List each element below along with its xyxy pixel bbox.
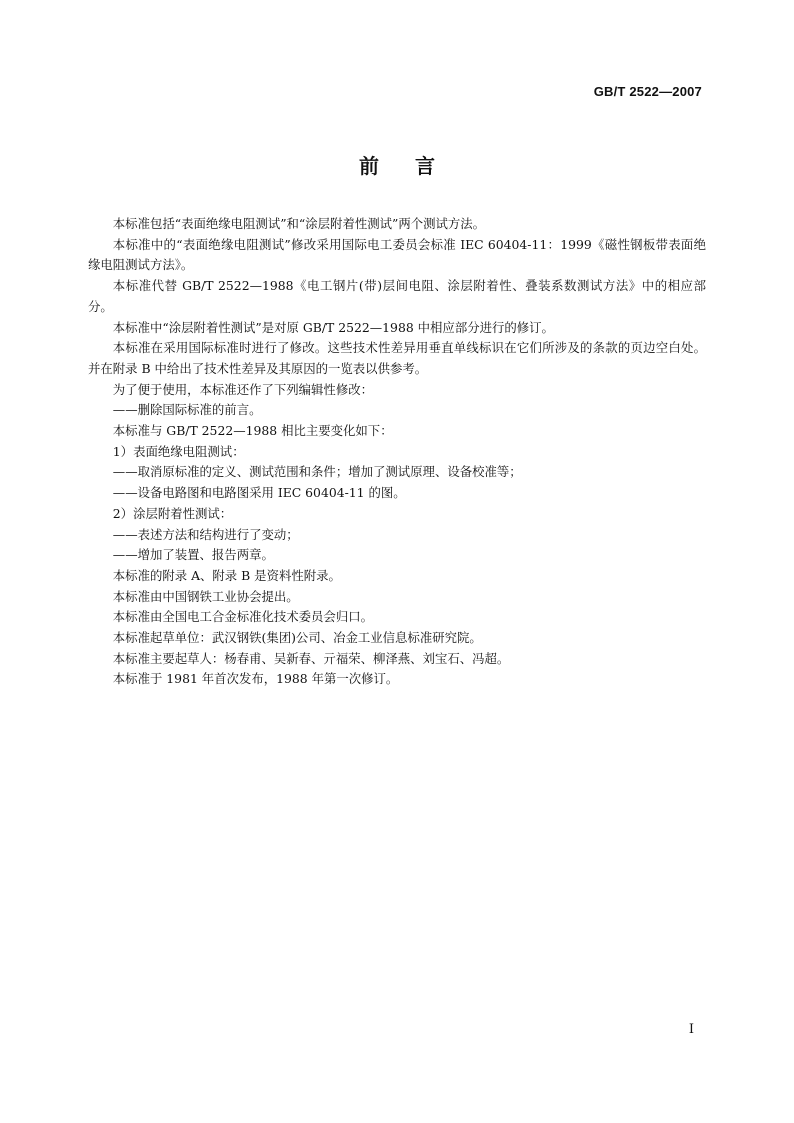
- paragraph: 本标准在采用国际标准时进行了修改。这些技术性差异用垂直单线标识在它们所涉及的条款的页边空白处。并在附录 B 中给出了技术性差异及其原因的一览表以供参考。: [88, 340, 706, 376]
- list-item: ——取消原标准的定义、测试范围和条件；增加了测试原理、设备校准等；: [112, 464, 522, 480]
- paragraph: 为了便于使用，本标准还作了下列编辑性修改：: [112, 381, 373, 397]
- page-title: 前言: [359, 154, 471, 178]
- paragraph: 本标准于 1981 年首次发布，1988 年第一次修订。: [112, 671, 399, 687]
- list-item: ——设备电路图和电路图采用 IEC 60404-11 的图。: [112, 485, 406, 501]
- list-item: ——表述方法和结构进行了变动；: [112, 526, 299, 542]
- list-heading: 2）涂层附着性测试：: [112, 505, 233, 521]
- paragraph: 本标准代替 GB/T 2522—1988《电工钢片(带)层间电阻、涂层附着性、叠装系数测试方法》中的相应部分。: [88, 278, 706, 314]
- list-item: ——增加了装置、报告两章。: [112, 547, 274, 563]
- paragraph: 本标准由中国钢铁工业协会提出。: [112, 588, 299, 604]
- paragraph: 本标准由全国电工合金标准化技术委员会归口。: [112, 609, 373, 625]
- paragraph: 本标准起草单位：武汉钢铁(集团)公司、冶金工业信息标准研究院。: [112, 630, 482, 646]
- paragraph: 本标准主要起草人：杨春甫、吴新春、亓福荣、柳泽燕、刘宝石、冯超。: [112, 650, 510, 666]
- paragraph: 本标准中的“表面绝缘电阻测试”修改采用国际电工委员会标准 IEC 60404-11：1999《磁性钢板带表面绝缘电阻测试方法》。: [88, 236, 706, 273]
- list-heading: 1）表面绝缘电阻测试：: [112, 443, 245, 459]
- paragraph: 本标准与 GB/T 2522—1988 相比主要变化如下：: [112, 423, 393, 439]
- standard-code: GB/T 2522—2007: [593, 84, 702, 99]
- document-body: [88, 214, 706, 690]
- paragraph: 本标准中“涂层附着性测试”是对原 GB/T 2522—1988 中相应部分进行的修订。: [112, 319, 554, 335]
- paragraph: 本标准的附录 A、附录 B 是资料性附录。: [112, 567, 341, 583]
- list-item: ——删除国际标准的前言。: [112, 402, 262, 418]
- page-number: I: [688, 1022, 694, 1037]
- paragraph: 本标准包括“表面绝缘电阻测试”和“涂层附着性测试”两个测试方法。: [112, 216, 486, 231]
